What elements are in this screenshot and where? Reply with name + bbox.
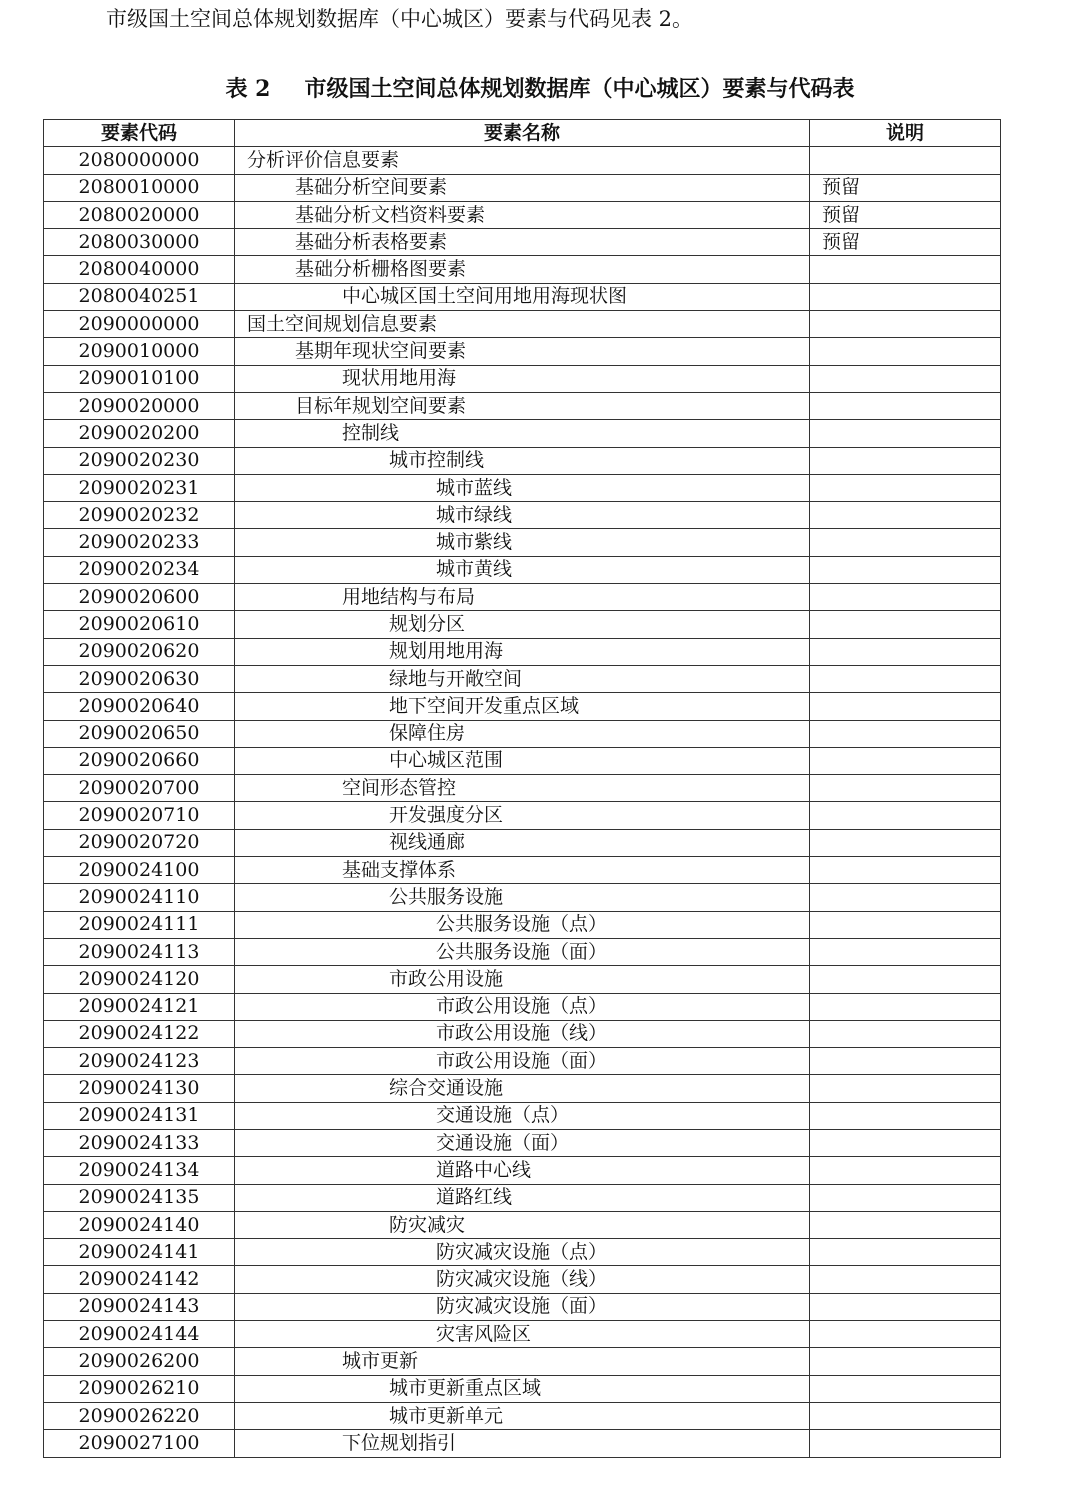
element-name-text: 公共服务设施（点） (436, 913, 608, 936)
element-name-cell (235, 283, 810, 310)
table-row (44, 229, 1001, 256)
note-cell (810, 584, 1001, 611)
element-name-cell (235, 474, 810, 501)
element-code-cell: 2090020600 (44, 584, 235, 611)
element-name-cell (235, 256, 810, 283)
table-row (44, 1348, 1001, 1375)
table-row (44, 1020, 1001, 1047)
header-note: 说明 (810, 120, 1001, 147)
element-code-cell: 2090020233 (44, 529, 235, 556)
element-code-cell: 2090024141 (44, 1239, 235, 1266)
note-cell: 预留 (810, 201, 1001, 228)
element-name-text: 防灾减灾 (389, 1213, 466, 1236)
element-code-cell: 2090020000 (44, 392, 235, 419)
note-cell (810, 1184, 1001, 1211)
element-name-cell (235, 1293, 810, 1320)
element-code-cell: 2090010100 (44, 365, 235, 392)
element-name-text: 市政公用设施（点） (436, 995, 608, 1018)
element-code-cell: 2090010000 (44, 338, 235, 365)
note-cell (810, 720, 1001, 747)
table-row (44, 147, 1001, 174)
element-name-cell (235, 802, 810, 829)
table-row (44, 720, 1001, 747)
element-code-cell: 2090024130 (44, 1075, 235, 1102)
element-code-cell: 2080030000 (44, 229, 235, 256)
table-row (44, 420, 1001, 447)
note-cell (810, 829, 1001, 856)
element-code-cell: 2090024122 (44, 1020, 235, 1047)
element-code-cell: 2090024135 (44, 1184, 235, 1211)
note-cell (810, 311, 1001, 338)
element-name-text: 基础分析表格要素 (295, 230, 448, 253)
table-row (44, 502, 1001, 529)
element-name-cell (235, 229, 810, 256)
table-row (44, 1184, 1001, 1211)
note-cell (810, 556, 1001, 583)
element-name-text: 防灾减灾设施（面） (436, 1295, 608, 1318)
note-cell (810, 283, 1001, 310)
element-name-cell (235, 1102, 810, 1129)
element-name-text: 灾害风险区 (436, 1322, 532, 1345)
element-code-cell: 2090024140 (44, 1211, 235, 1238)
element-name-text: 综合交通设施 (389, 1077, 504, 1100)
element-code-cell: 2090020200 (44, 420, 235, 447)
header-name: 要素名称 (235, 120, 810, 147)
element-name-text: 目标年规划空间要素 (295, 394, 467, 417)
note-cell (810, 474, 1001, 501)
table-row (44, 1266, 1001, 1293)
table-row (44, 556, 1001, 583)
note-cell (810, 1211, 1001, 1238)
table-row (44, 1211, 1001, 1238)
table-header-row (44, 120, 1001, 147)
note-cell (810, 1321, 1001, 1348)
note-cell (810, 1266, 1001, 1293)
element-name-text: 保障住房 (389, 722, 466, 745)
table-row (44, 311, 1001, 338)
element-name-cell (235, 1266, 810, 1293)
note-cell (810, 802, 1001, 829)
element-name-text: 中心城区国土空间用地用海现状图 (342, 285, 628, 308)
element-code-cell: 2090024100 (44, 857, 235, 884)
element-code-cell: 2090027100 (44, 1430, 235, 1457)
table-row (44, 611, 1001, 638)
element-code-cell: 2090024143 (44, 1293, 235, 1320)
element-name-text: 视线通廊 (389, 831, 466, 854)
table-row (44, 747, 1001, 774)
element-code-cell: 2090020660 (44, 747, 235, 774)
element-code-cell: 2090020640 (44, 693, 235, 720)
table-row (44, 829, 1001, 856)
note-cell: 预留 (810, 229, 1001, 256)
element-code-cell: 2080040251 (44, 283, 235, 310)
table-row (44, 911, 1001, 938)
note-cell (810, 1048, 1001, 1075)
note-cell (810, 502, 1001, 529)
note-cell (810, 1375, 1001, 1402)
note-cell (810, 1430, 1001, 1457)
table-row (44, 256, 1001, 283)
element-name-cell (235, 665, 810, 692)
note-cell (810, 1157, 1001, 1184)
element-name-cell (235, 556, 810, 583)
element-name-cell (235, 392, 810, 419)
note-cell (810, 1102, 1001, 1129)
table-row (44, 1430, 1001, 1457)
table-row (44, 884, 1001, 911)
element-name-text: 基础支撑体系 (342, 858, 457, 881)
element-code-cell: 2080010000 (44, 174, 235, 201)
element-name-cell (235, 993, 810, 1020)
note-cell (810, 938, 1001, 965)
element-code-cell: 2090020234 (44, 556, 235, 583)
element-code-cell: 2090024142 (44, 1266, 235, 1293)
element-code-cell: 2090024134 (44, 1157, 235, 1184)
table-row (44, 201, 1001, 228)
note-cell (810, 911, 1001, 938)
element-code-cell: 2090020230 (44, 447, 235, 474)
table-row (44, 1239, 1001, 1266)
element-name-text: 城市蓝线 (436, 476, 513, 499)
table-row (44, 1375, 1001, 1402)
table-row (44, 1075, 1001, 1102)
intro-paragraph: 市级国土空间总体规划数据库（中心城区）要素与代码见表 2。 (106, 7, 694, 31)
note-cell (810, 365, 1001, 392)
table-row (44, 775, 1001, 802)
note-cell (810, 338, 1001, 365)
element-name-text: 市政公用设施（线） (436, 1022, 608, 1045)
table-row (44, 693, 1001, 720)
element-code-cell: 2080040000 (44, 256, 235, 283)
note-cell (810, 1075, 1001, 1102)
note-cell: 预留 (810, 174, 1001, 201)
element-code-cell: 2090024110 (44, 884, 235, 911)
element-name-text: 城市更新重点区域 (389, 1377, 542, 1400)
element-code-cell: 2090024121 (44, 993, 235, 1020)
element-name-cell (235, 420, 810, 447)
note-cell (810, 420, 1001, 447)
note-cell (810, 147, 1001, 174)
table-row (44, 802, 1001, 829)
table-number: 表 2 (225, 76, 271, 102)
element-code-cell: 2090026220 (44, 1402, 235, 1429)
note-cell (810, 392, 1001, 419)
element-name-cell (235, 1129, 810, 1156)
element-code-table (43, 119, 1001, 1458)
element-name-cell (235, 338, 810, 365)
element-name-text: 下位规划指引 (342, 1431, 457, 1454)
note-cell (810, 1020, 1001, 1047)
element-name-cell (235, 1402, 810, 1429)
element-name-cell (235, 1075, 810, 1102)
table-row (44, 338, 1001, 365)
table-row (44, 1129, 1001, 1156)
element-name-text: 公共服务设施 (389, 885, 504, 908)
element-name-text: 城市绿线 (436, 503, 513, 526)
element-name-cell (235, 747, 810, 774)
table-row (44, 447, 1001, 474)
note-cell (810, 638, 1001, 665)
table-row (44, 665, 1001, 692)
element-name-cell (235, 911, 810, 938)
note-cell (810, 447, 1001, 474)
element-code-cell: 2090020650 (44, 720, 235, 747)
element-name-cell (235, 720, 810, 747)
element-code-cell: 2080020000 (44, 201, 235, 228)
table-row (44, 584, 1001, 611)
element-name-text: 控制线 (342, 421, 400, 444)
header-code: 要素代码 (44, 120, 235, 147)
note-cell (810, 884, 1001, 911)
element-code-cell: 2090020710 (44, 802, 235, 829)
element-code-cell: 2090024133 (44, 1129, 235, 1156)
table-row (44, 1321, 1001, 1348)
element-code-cell: 2090020232 (44, 502, 235, 529)
note-cell (810, 1239, 1001, 1266)
note-cell (810, 747, 1001, 774)
element-name-text: 基础分析文档资料要素 (295, 203, 486, 226)
note-cell (810, 1402, 1001, 1429)
element-name-text: 基础分析空间要素 (295, 176, 448, 199)
table-row (44, 966, 1001, 993)
element-name-text: 道路中心线 (436, 1158, 532, 1181)
element-name-cell (235, 1348, 810, 1375)
table-row (44, 1293, 1001, 1320)
element-name-cell (235, 938, 810, 965)
element-name-cell (235, 775, 810, 802)
note-cell (810, 1348, 1001, 1375)
element-code-cell: 2090020620 (44, 638, 235, 665)
note-cell (810, 775, 1001, 802)
table-title: 市级国土空间总体规划数据库（中心城区）要素与代码表 (304, 76, 855, 102)
element-name-text: 城市更新 (342, 1350, 419, 1372)
element-name-cell (235, 1048, 810, 1075)
element-name-cell (235, 1184, 810, 1211)
element-name-text: 分析评价信息要素 (247, 148, 400, 171)
element-name-cell (235, 147, 810, 174)
element-code-cell: 2080000000 (44, 147, 235, 174)
element-name-text: 防灾减灾设施（线） (436, 1268, 608, 1291)
element-name-text: 空间形态管控 (342, 776, 457, 799)
element-name-cell (235, 1321, 810, 1348)
element-code-cell: 2090026200 (44, 1348, 235, 1375)
note-cell (810, 693, 1001, 720)
table-row (44, 1402, 1001, 1429)
element-name-cell (235, 638, 810, 665)
element-name-cell (235, 311, 810, 338)
element-name-text: 市政公用设施 (389, 967, 504, 990)
element-code-cell: 2090020231 (44, 474, 235, 501)
element-name-text: 公共服务设施（面） (436, 940, 608, 963)
element-name-text: 现状用地用海 (342, 367, 457, 390)
element-name-text: 用地结构与布局 (342, 585, 476, 608)
table-row (44, 529, 1001, 556)
element-name-text: 道路红线 (436, 1186, 513, 1209)
table-row (44, 993, 1001, 1020)
element-name-text: 国土空间规划信息要素 (247, 312, 438, 335)
element-name-cell (235, 447, 810, 474)
table-row (44, 938, 1001, 965)
element-name-cell (235, 1430, 810, 1457)
element-name-cell (235, 884, 810, 911)
note-cell (810, 611, 1001, 638)
element-code-cell: 2090020630 (44, 665, 235, 692)
table-row (44, 1102, 1001, 1129)
element-code-cell: 2090024123 (44, 1048, 235, 1075)
table-row (44, 857, 1001, 884)
note-cell (810, 966, 1001, 993)
element-name-text: 地下空间开发重点区域 (389, 694, 580, 717)
element-name-text: 城市控制线 (389, 449, 485, 472)
element-name-cell (235, 502, 810, 529)
element-name-cell (235, 857, 810, 884)
element-name-text: 中心城区范围 (389, 749, 504, 772)
element-name-cell (235, 829, 810, 856)
element-name-text: 交通设施（点） (436, 1104, 570, 1127)
table-row (44, 1157, 1001, 1184)
table-caption (0, 72, 1080, 106)
element-name-text: 城市紫线 (436, 531, 513, 554)
element-name-cell (235, 529, 810, 556)
element-code-cell: 2090026210 (44, 1375, 235, 1402)
element-code-cell: 2090000000 (44, 311, 235, 338)
element-code-cell: 2090020610 (44, 611, 235, 638)
note-cell (810, 1129, 1001, 1156)
element-name-text: 规划用地用海 (389, 640, 504, 663)
element-name-text: 城市黄线 (436, 558, 513, 581)
table-row (44, 174, 1001, 201)
element-name-cell (235, 1239, 810, 1266)
element-name-text: 绿地与开敞空间 (389, 667, 523, 690)
element-name-cell (235, 966, 810, 993)
table-row (44, 638, 1001, 665)
element-code-cell: 2090024120 (44, 966, 235, 993)
note-cell (810, 1293, 1001, 1320)
element-name-text: 市政公用设施（面） (436, 1049, 608, 1072)
table-row (44, 1048, 1001, 1075)
element-code-cell: 2090020720 (44, 829, 235, 856)
element-name-cell (235, 611, 810, 638)
note-cell (810, 993, 1001, 1020)
table-body (44, 147, 1001, 1457)
table-row (44, 474, 1001, 501)
element-name-text: 规划分区 (389, 612, 466, 635)
note-cell (810, 256, 1001, 283)
element-name-cell (235, 365, 810, 392)
element-name-cell (235, 1375, 810, 1402)
element-name-cell (235, 1157, 810, 1184)
element-name-text: 开发强度分区 (389, 804, 504, 827)
element-name-cell (235, 693, 810, 720)
element-code-cell: 2090024144 (44, 1321, 235, 1348)
element-code-cell: 2090024131 (44, 1102, 235, 1129)
element-name-cell (235, 584, 810, 611)
element-name-cell (235, 201, 810, 228)
element-name-text: 城市更新单元 (389, 1404, 504, 1427)
element-code-cell: 2090020700 (44, 775, 235, 802)
table-row (44, 392, 1001, 419)
note-cell (810, 529, 1001, 556)
note-cell (810, 665, 1001, 692)
element-code-cell: 2090024111 (44, 911, 235, 938)
element-name-cell (235, 1020, 810, 1047)
element-code-cell: 2090024113 (44, 938, 235, 965)
table-row (44, 365, 1001, 392)
note-cell (810, 857, 1001, 884)
element-name-text: 基期年现状空间要素 (295, 340, 467, 363)
element-name-cell (235, 1211, 810, 1238)
element-name-text: 防灾减灾设施（点） (436, 1240, 608, 1263)
element-name-text: 基础分析栅格图要素 (295, 258, 467, 281)
element-name-text: 交通设施（面） (436, 1131, 570, 1154)
table-row (44, 283, 1001, 310)
element-name-cell (235, 174, 810, 201)
